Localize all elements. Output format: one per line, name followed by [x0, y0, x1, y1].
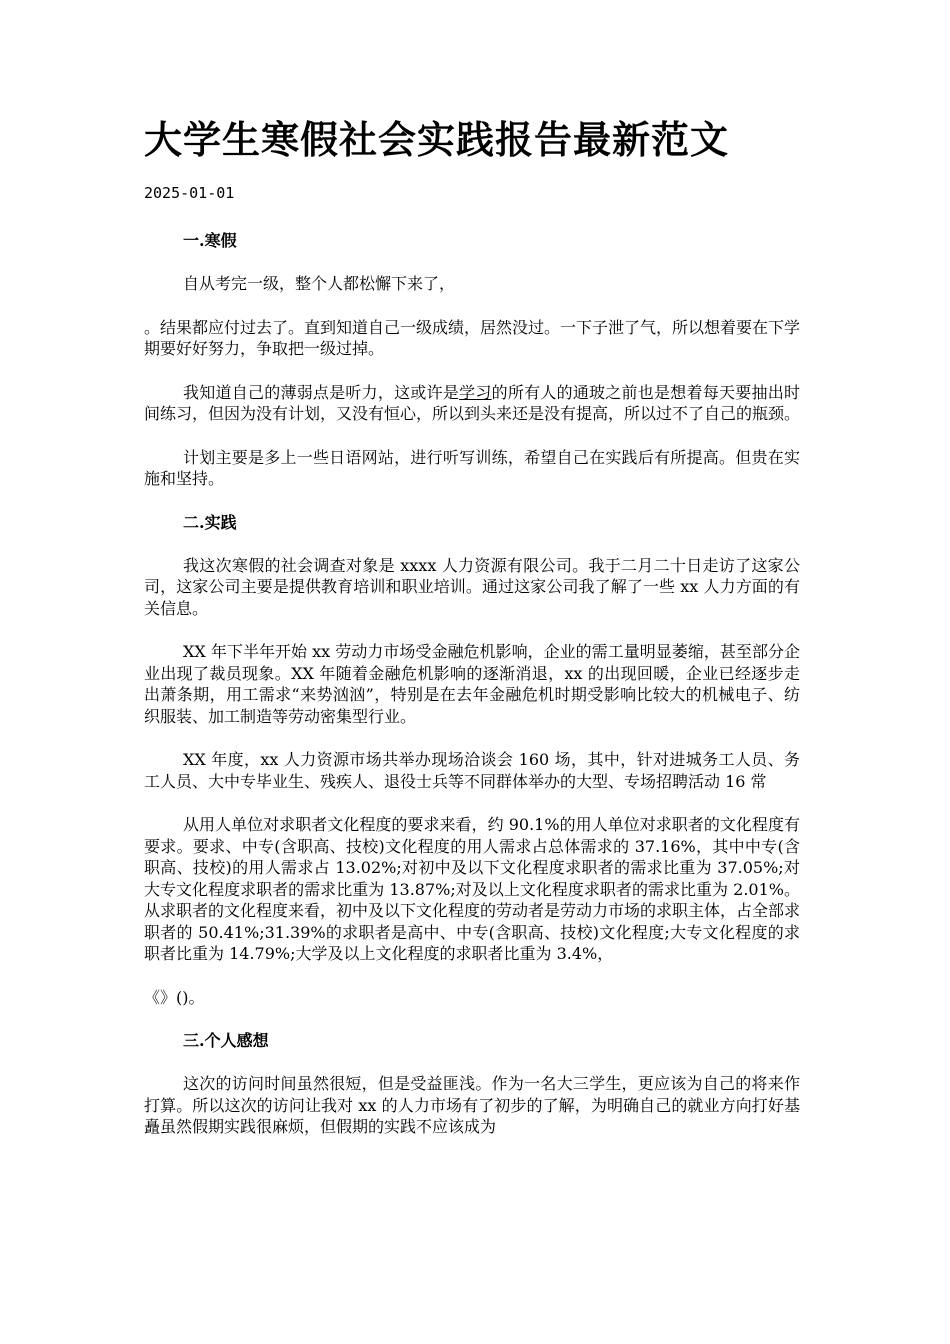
section-heading-winter-break: 一.寒假: [183, 231, 237, 250]
document-page: [144, 110, 800, 1154]
paragraph: XX 年下半年开始 xx 劳动力市场受金融危机影响，企业的需工量明显萎缩，甚至部分企业出现了裁员现象。XX 年随着金融危机影响的逐渐消退，xx 的出现回暖，企业已经逐步走出萧条期，用工需求“来势汹汹”，特别是在去年金融危机时期受影响比较大的机械电子、纺织服装、加工制造等劳动密集型行业。: [144, 642, 800, 726]
paragraph: XX 年度，xx 人力资源市场共举办现场洽谈会 160 场，其中，针对进城务工人员、务工人员、大中专毕业生、残疾人、退役士兵等不同群体举办的大型、专场招聘活动 16 常: [144, 750, 800, 791]
study-link[interactable]: 学习: [459, 382, 492, 402]
section-heading-personal-thoughts: 三.个人感想: [183, 1031, 269, 1050]
paragraph: 自从考完一级，整个人都松懈下来了，: [183, 274, 456, 293]
paragraph: 计划主要是多上一些日语网站，进行听写训练，希望自己在实践后有所提高。但贵在实施和坚持。: [144, 447, 800, 488]
paragraph: [144, 382, 800, 425]
paragraph: 。结果都应付过去了。直到知道自己一级成绩，居然没过。一下子泄了气，所以想着要在下学期要好好努力，争取把一级过掉。: [144, 317, 801, 358]
paragraph: 《》()。: [144, 987, 205, 1007]
paragraph: 我这次寒假的社会调查对象是 xxxx 人力资源有限公司。我于二月二十日走访了这家公司，这家公司主要是提供教育培训和职业培训。通过这家公司我了解了一些 xx 人力方面的有关信息。: [144, 555, 800, 618]
paragraph-text: 我知道自己的薄弱点是听力，这或许是: [183, 382, 460, 402]
paragraph: 从用人单位对求职者文化程度的要求来看，约 90.1%的用人单位对求职者的文化程度有要求。要求、中专(含职高、技校)文化程度的用人需求占总体需求的 37.16%，其中中专(含职高、技校)的用人需求占 13.02%;对初中及以下文化程度求职者的需求比重为 37.05%;对大专文化程度求职者的需求比重为 13.87%;对及以上文化程度求职者的需求比重为 2.01%。从求职者的文化程度来看，初中及以下文化程度的劳动者是劳动力市场的求职主体，占全部求职者的 50.41%;31.39%的求职者是高中、中专(含职高、技校)文化程度;大专文化程度的求职者比重为 14.79%;大学及以上文化程度的求职者比重为 3.4%，: [144, 815, 801, 963]
paragraph-text: 的所有人的通玻之前也是想着每天要抽出时间练习，但因为没有计划，又没有恒心，所以到头来还是没有提高，所以过不了自己的瓶颈。: [144, 382, 801, 423]
document-date: 2025-01-01: [144, 184, 235, 202]
section-heading-practice: 二.实践: [183, 512, 237, 532]
paragraph: 这次的访问时间虽然很短，但是受益匪浅。作为一名大三学生，更应该为自己的将来作打算。所以这次的访问让我对 xx 的人力市场有了初步的了解，为明确自己的就业方向打好基矗虽然假期实践很麻烦，但假期的实践不应该成为: [144, 1074, 800, 1136]
document-title: 大学生寒假社会实践报告最新范文: [144, 117, 730, 162]
